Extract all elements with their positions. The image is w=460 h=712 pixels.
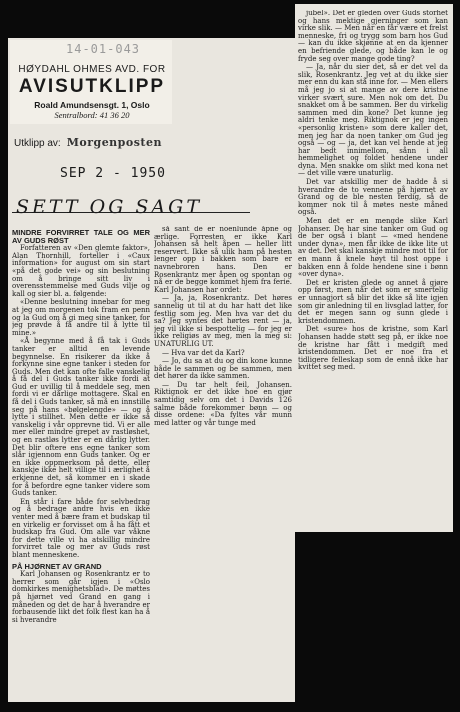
article-paragraph: — Jo, du sa at du og din kone kunne både le sammen og be sammen, men det hører da ikke sammen. [154,357,292,381]
handwritten-number: 14-01-043 [66,42,141,56]
article-paragraph: — Hva var det da Karl? [162,348,245,357]
article-paragraph: «Å begynne med å få tak i Guds tanker er alltid en levende begynnelse. En risikerer da ikke å forkynne sine egne tanker i steden for Guds. Men det kan ofte falle vanskelig å få del i Guds tanker ikke fordi at Gud er uvillig til å meddele seg, men fordi vi er dårlige mottagere. Skal en få del i Guds tanker, så må en innstille seg på hans «bølgelengde» — og å lytte i stillhet. Men dette er ikke så vanskelig i vår opprevne tid. Vi er alle mer eller mindre grepet av rastløshet, og en rastløs lytter er en dårlig lytter. Det blir oftere ens egne tanker som slår igjennom enn Guds tanker. Og er en ikke oppmerksom på dette, eller kanskje ikke helt villige til i ærlighet å erkjenne det, så kommer en i skade for å befordre egne tanker videre som Guds tanker. [12,337,150,498]
column-heading [8,196,268,224]
source-label: Utklipp av: [14,138,61,149]
bureau-phone: Sentralbord: 41 36 20 [54,110,130,120]
article-paragraph: Det er kristen glede og annet å gjøre opp først, men når det som er smertelig er unnagjort så blir det ikke så lite igjen som gir anledning til en livsglad latter, for det er megen sann og sunn glede i kristendommen. [298,278,448,325]
article-column-1 [12,226,150,698]
source-line [14,136,162,149]
date-stamp: SEP 2 - 1950 [60,166,166,181]
article-paragraph: — Ja, når du sier det, så er det vel da slik, Rosenkrantz. Jeg vet at du ikke sier mer enn du kan stå inne for. — Men ellers må jeg jo si at mange av dere kristne virker svært sure. Men nok om det. Du snakket om å be sammen. Ber du virkelig sammen med din kone? Det kunne jeg aldri tenke meg. Riktignok er jeg ingen «personlig kristen» som dere kaller det, men jeg har da noen tanker om Gud jeg også — og — ja, det kan vel hende at jeg har bedt innimellom, sånn i all hemmelighet og foldet hendene under dyna. Men snakke om slikt med kona net — det ville være unaturlig. [298,63,448,178]
source-name: Morgenposten [66,136,162,149]
article-paragraph: Karl Johansen og Rosenkrantz er to herrer som går igjen i «Oslo domkirkes menighetsblad». De møttes på hjørnet ved Grand en gang i måneden og det de har å hverandre er forbausende likt det folk flest kan ha å si hverandre [12,570,150,624]
clipping-bureau-stamp [10,40,172,124]
article-paragraph: — Du tar helt feil, Johansen. Riktignok er det ikke hoe en gjør samtidig selv om det i Davids 126 salme både forekommer bønn — og disse ordene: «Da fyltes vår munn med latter og vår tunge med [154,380,292,427]
bureau-title: AVISUTKLIPP [18,76,166,97]
article-subheading: PÅ HJØRNET AV GRAND [12,561,102,571]
article-paragraph: så sant de er noenlunde åpne og ærlige. Forresten er ikke Karl Johansen så helt åpen — heller litt reservert. Ikke så ulik ham på hesten lenger opp i bakken som bare er navnebroren hans. Den er Rosenkrantz mer åpen og spontan og nå er de begge kommet hjem fra ferie. Karl Johansen har ordet: [154,226,292,294]
article-subheading: MINDRE FORVIRRET TALE OG MER AV GUDS RØST [12,228,150,245]
bureau-address: Roald Amundsensgt. 1, Oslo [34,100,150,110]
article-column-2 [154,226,292,468]
article-paragraph: «Denne beslutning innebar for meg at jeg om morgenen tok fram en penn og la Gud om å gi meg sine tanker, for jeg prøvde å få andre til å lytte til mine.» [12,298,150,337]
column-heading-text: SETT OG SAGT [16,196,203,218]
article-paragraph: Det «sure» hos de kristne, som Karl Johansen hadde støtt seg på, er ikke noe de kristne har fått i medgift med kristendommen. Det er noe fra et tidligere felleskap som de ennå ikke har kvittet seg med. [298,325,448,372]
article-paragraph: Men det er en mengde slike Karl Johanser. De har sine tanker om Gud og de ber også i blant — «med hendene under dyna», men får ikke de ikke lite ut av det. Det skal kanskje mindre mot til for en mann å knele høyt til host oppe i bakken enn å folde hendene sine i bønn «over dyna». [298,217,448,279]
article-paragraph: jubel». Det er gleden over Guds storhet og hans mektige gjerninger som kan virke slik. — Men når en får være et frelst menneske, fri og trygg som barn hos Gud — kan du ikke skjønne at en da kjenner en befriende glede, og både kan le og fryde seg over mange gode ting? [298,10,448,63]
article-paragraph: — Ja, ja, Rosenkrantz. Det høres sannelig ut til at du har hatt det like festlig som jeg. Men hva var det du sa? Jeg syntes det hørtes rent — ja, jeg vil ikke si bespottelig — for jeg er ikke religiøs av meg, men la meg si: UNATURLIG UT. [154,294,292,348]
article-paragraph: En står i fare både for selvbedrag og å bedrage andre hvis en ikke venter med å bære fram et budskap til en virkelig er forvisset om å ha fått et budskap fra Gud. Om alle var våkne for dette ville vi ha atskillig mindre forvirret tale og mer av Guds røst blant menneskene. [12,497,150,559]
article-paragraph: Forfatteren av «Den glemte faktor», Alan Thornhill, forteller i «Caux information» for august om sin start «på det gode vei» og sin beslutning om å bringe sitt liv i overensstemmelse med Guds vilje og kall og sier bl. a. følgende: [12,244,150,298]
article-column-3 [298,10,448,528]
bureau-name: HØYDAHL OHMES AVD. FOR [18,64,166,75]
article-paragraph: Det var atskillig mer de hadde å si hverandre de to vennene på hjørnet av Grand og de ble nesten ferdig, så de kommer nok til å møtes neste måned også. [298,178,448,217]
